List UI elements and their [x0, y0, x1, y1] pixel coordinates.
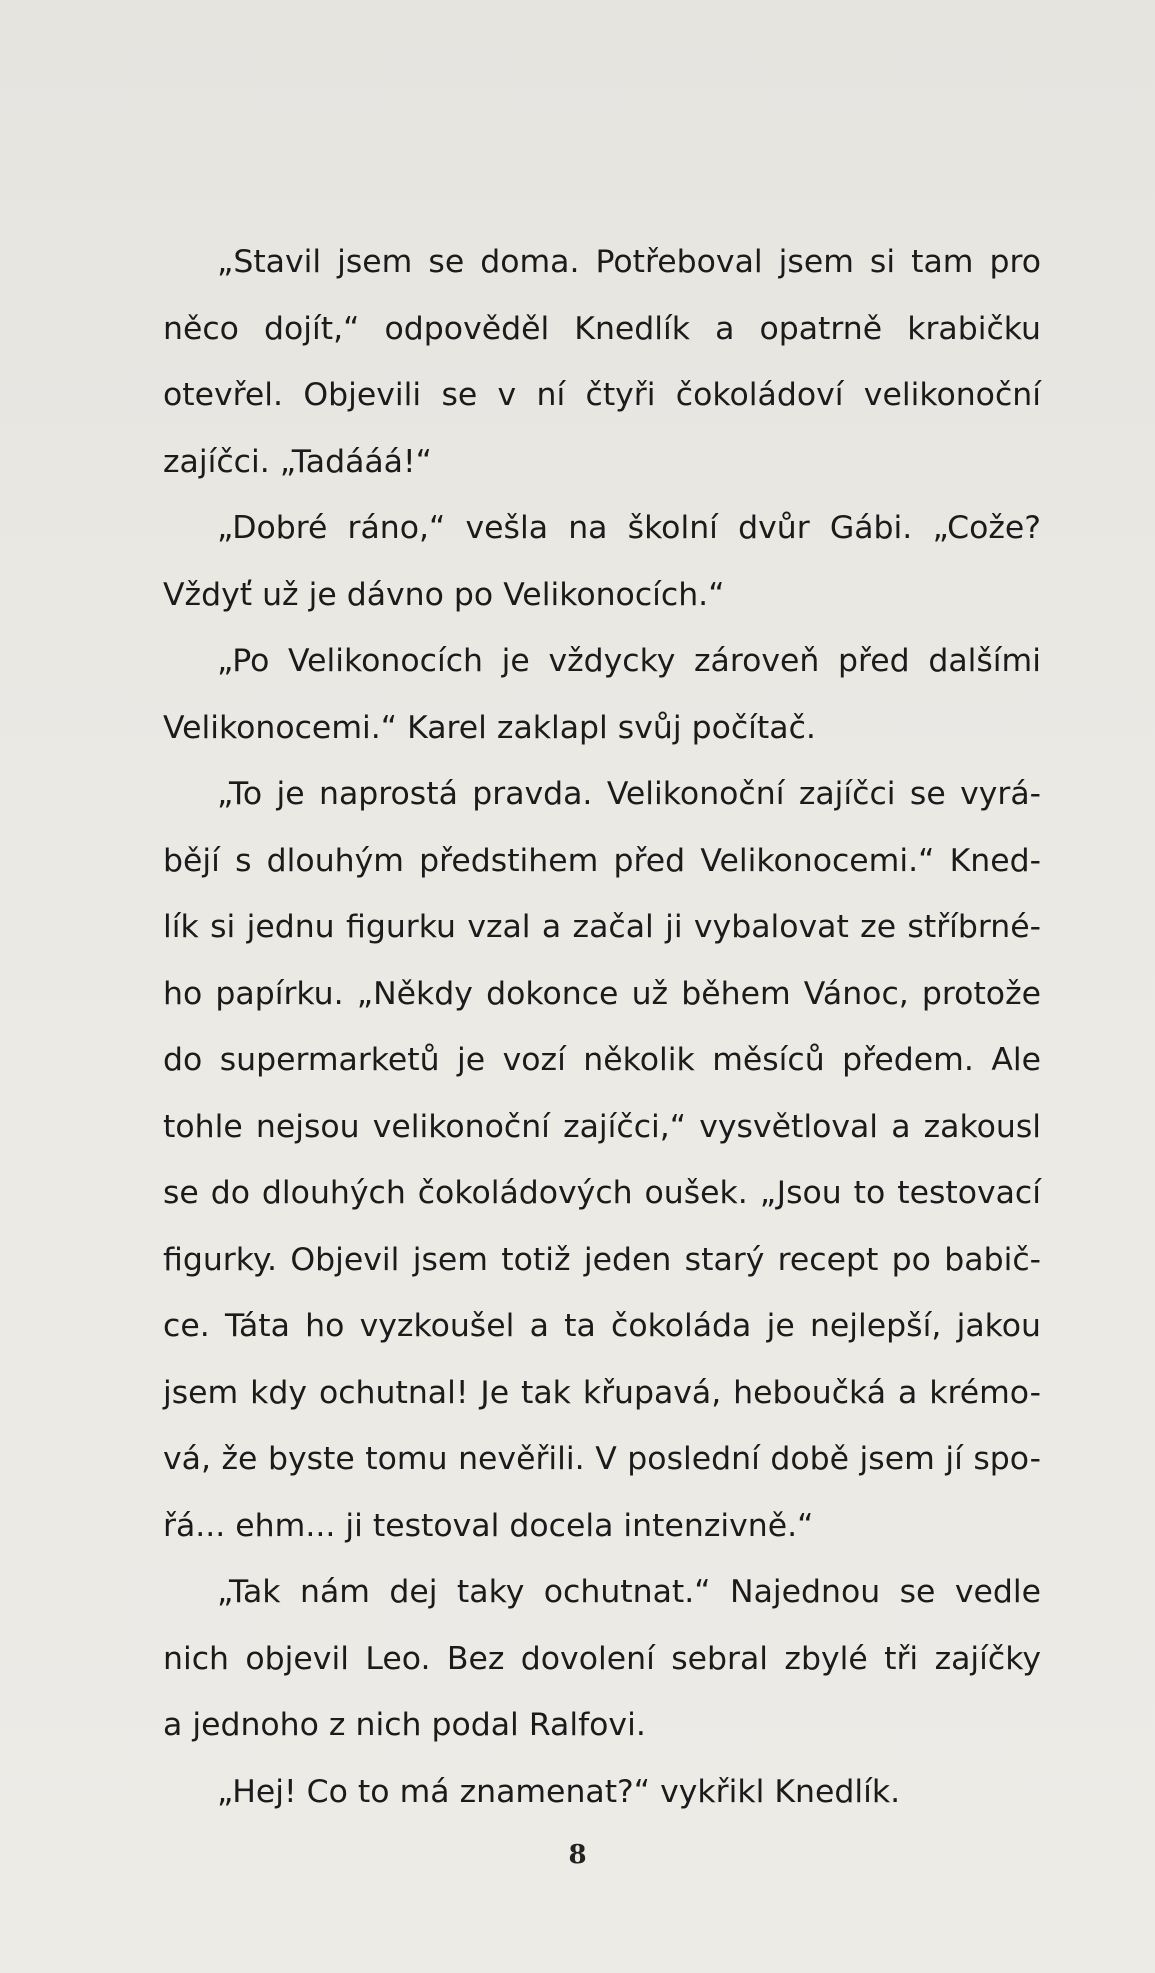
body-text	[163, 229, 1041, 1825]
text-line: otevřel. Objevili se v ní čtyři čokoládoví velikonoční	[163, 377, 1041, 413]
text-line: lík si jednu figurku vzal a začal ji vybalovat ze stříbrné-	[163, 909, 1041, 945]
text-line: bějí s dlouhým předstihem před Velikonocemi.“ Kned-	[163, 842, 1041, 879]
text-line: „Dobré ráno,“ vešla na školní dvůr Gábi. „Cože?	[217, 510, 1041, 546]
text-line: jsem kdy ochutnal! Je tak křupavá, heboučká a krémo-	[163, 1374, 1041, 1411]
text-line: se do dlouhých čokoládových oušek. „Jsou to testovací	[163, 1175, 1041, 1211]
text-line: Vždyť už je dávno po Velikonocích.“	[163, 576, 725, 613]
text-line: a jednoho z nich podal Ralfovi.	[163, 1707, 646, 1743]
text-line: ho papírku. „Někdy dokonce už během Vánoc, protože	[163, 975, 1041, 1012]
text-line: řá... ehm... ji testoval docela intenzivně.“	[163, 1507, 814, 1544]
text-line: „Tak nám dej taky ochutnat.“ Najednou se vedle	[217, 1574, 1041, 1610]
text-line: ce. Táta ho vyzkoušel a ta čokoláda je nejlepší, jakou	[163, 1308, 1041, 1344]
text-line: figurky. Objevil jsem totiž jeden starý recept po babič-	[163, 1241, 1041, 1278]
text-line: „To je naprostá pravda. Velikonoční zajíčci se vyrá-	[217, 776, 1041, 812]
text-line: něco dojít,“ odpověděl Knedlík a opatrně krabičku	[163, 310, 1041, 347]
text-line: do supermarketů je vozí několik měsíců předem. Ale	[163, 1042, 1041, 1078]
text-line: „Po Velikonocích je vždycky zároveň před dalšími	[217, 643, 1041, 679]
text-line: tohle nejsou velikonoční zajíčci,“ vysvětloval a zakousl	[163, 1108, 1041, 1145]
text-line: zajíčci. „Tadááá!“	[163, 443, 432, 480]
text-line: Velikonocemi.“ Karel zaklapl svůj počítač.	[163, 709, 816, 746]
text-line: nich objevil Leo. Bez dovolení sebral zbylé tři zajíčky	[163, 1640, 1041, 1677]
text-line: vá, že byste tomu nevěřili. V poslední době jsem jí spo-	[163, 1441, 1041, 1477]
page-number: 8	[568, 1840, 587, 1870]
text-line: „Stavil jsem se doma. Potřeboval jsem si tam pro	[217, 244, 1041, 280]
text-line: „Hej! Co to má znamenat?“ vykřikl Knedlík.	[217, 1773, 901, 1810]
